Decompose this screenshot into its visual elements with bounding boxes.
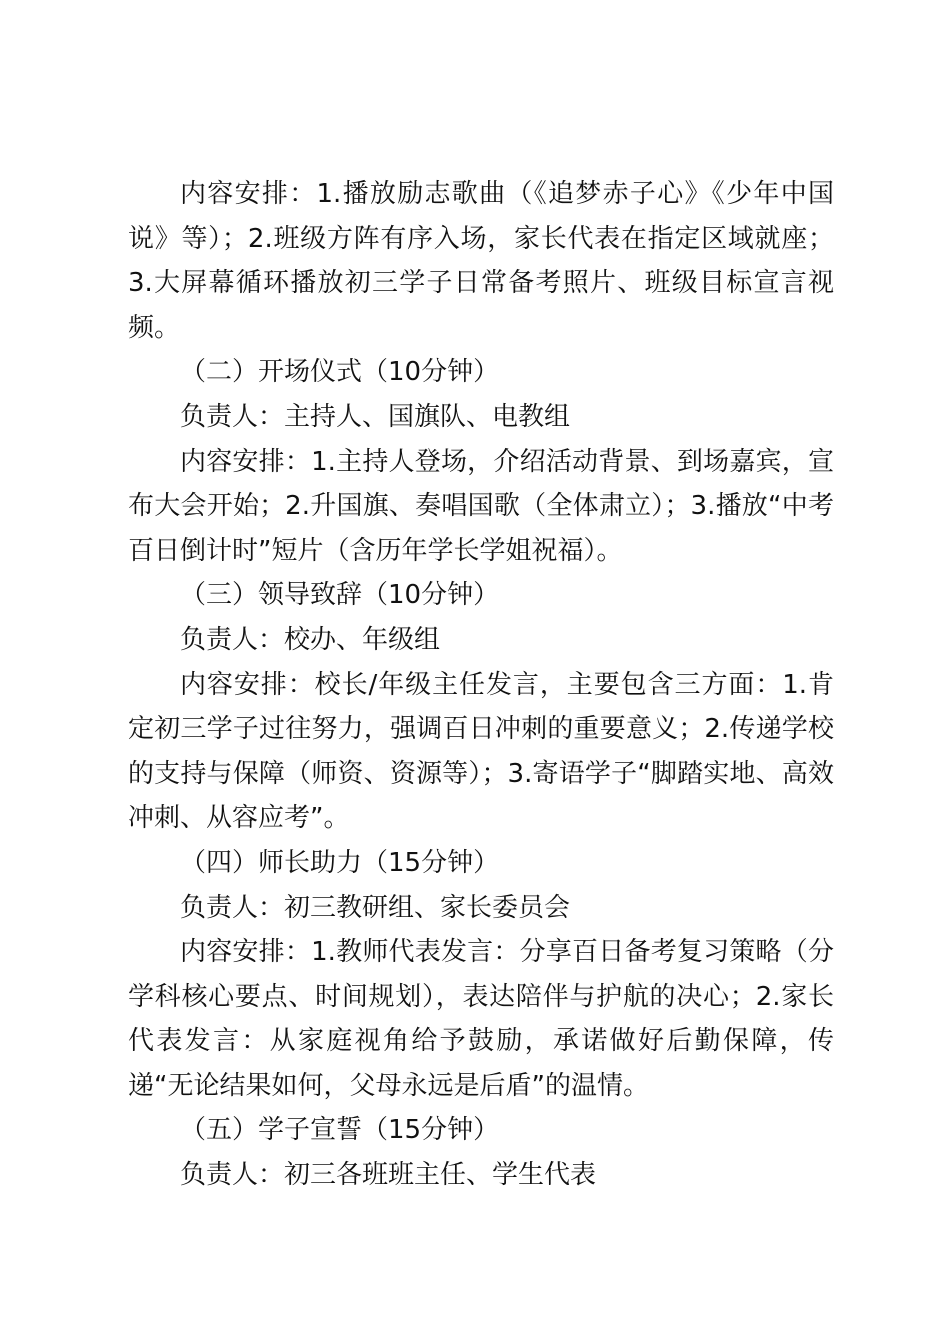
paragraph-responsible-speech: 负责人：校办、年级组: [180, 624, 441, 655]
document-body: [128, 172, 834, 1198]
paragraph-responsible-oath: 负责人：初三各班班主任、学生代表: [180, 1160, 597, 1191]
section-heading-teacher-parent-support: （四）师长助力（15分钟）: [180, 847, 500, 878]
paragraph-opening-content: 内容安排：1.播放励志歌曲（《追梦赤子心》《少年中国说》等）；2.班级方阵有序入场，家长代表在指定区域就座；3.大屏幕循环播放初三学子日常备考照片、班级目标宣言视频。: [128, 179, 834, 343]
paragraph-responsible-support: 负责人：初三教研组、家长委员会: [180, 892, 571, 923]
paragraph-speech-content: 内容安排：校长/年级主任发言，主要包含三方面：1.肯定初三学子过往努力，强调百日冲刺的重要意义；2.传递学校的支持与保障（师资、资源等）；3.寄语学子“脚踏实地、高效冲刺、从容应考”。: [128, 669, 834, 834]
paragraph-support-content: 内容安排：1.教师代表发言：分享百日备考复习策略（分学科核心要点、时间规划），表达陪伴与护航的决心；2.家长代表发言：从家庭视角给予鼓励，承诺做好后勤保障，传递“无论结果如何，父母永远是后盾”的温情。: [128, 937, 834, 1101]
paragraph-responsible-ceremony: 负责人：主持人、国旗队、电教组: [180, 401, 571, 432]
section-heading-leader-speech: （三）领导致辞（10分钟）: [180, 580, 500, 611]
section-heading-opening-ceremony: （二）开场仪式（10分钟）: [180, 357, 500, 388]
paragraph-ceremony-content: 内容安排：1.主持人登场，介绍活动背景、到场嘉宾，宣布大会开始；2.升国旗、奏唱国歌（全体肃立）；3.播放“中考百日倒计时”短片（含历年学长学姐祝福）。: [128, 446, 834, 566]
section-heading-student-oath: （五）学子宣誓（15分钟）: [180, 1115, 500, 1146]
